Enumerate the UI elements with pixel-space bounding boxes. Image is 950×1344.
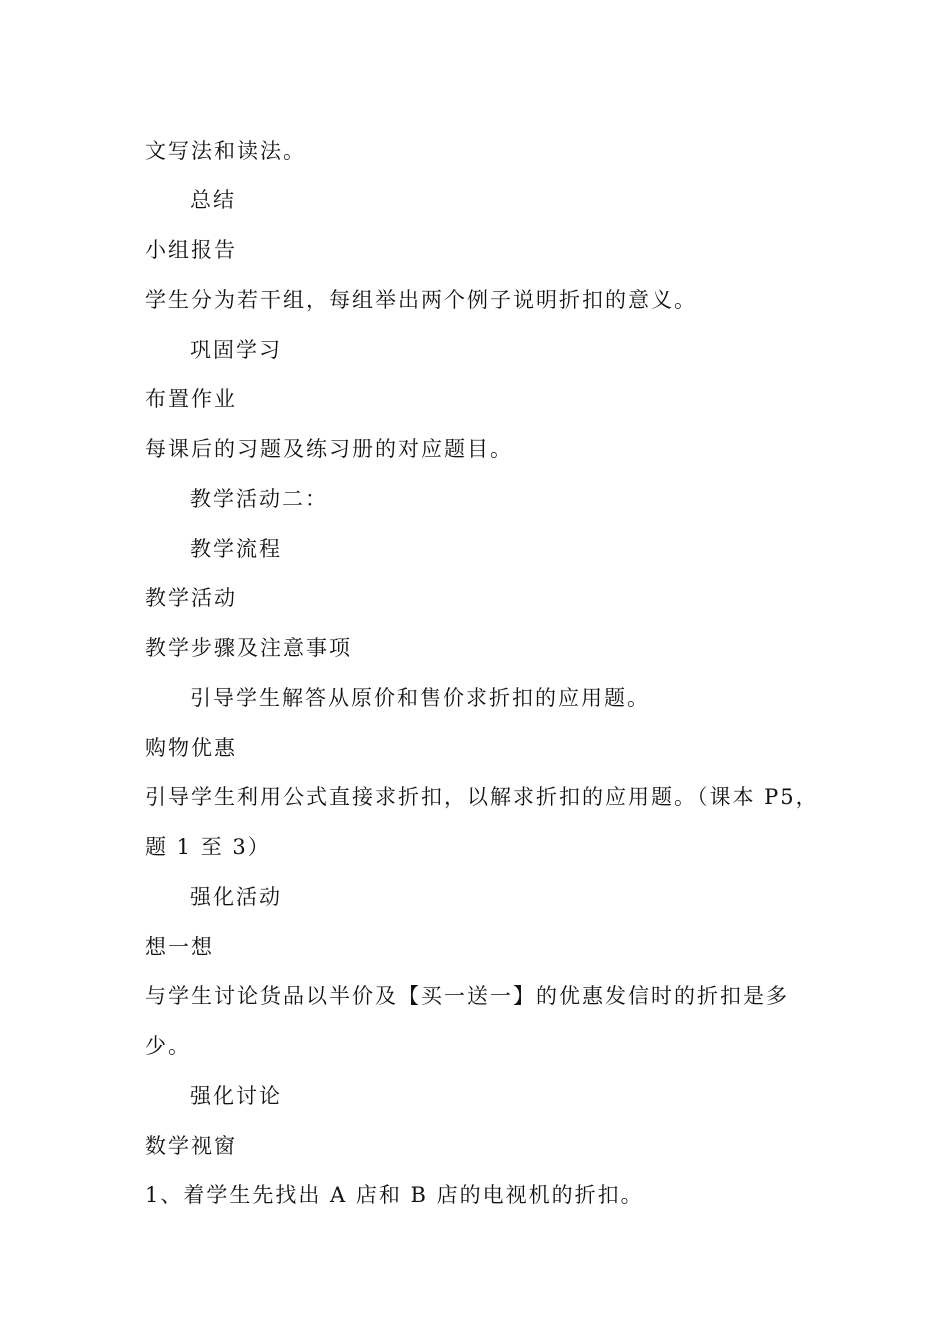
paragraph-discuss-line-1: 与学生讨论货品以半价及【买一送一】的优惠发信时的折扣是多 — [145, 984, 789, 1008]
paragraph-homework: 每课后的习题及练习册的对应题目。 — [145, 437, 513, 461]
text-line-continuation: 文写法和读法。 — [145, 139, 306, 163]
item-heading-group-report: 小组报告 — [145, 238, 237, 262]
column-heading-steps-notes: 教学步骤及注意事项 — [145, 636, 352, 660]
column-heading-teaching-activity: 教学活动 — [145, 586, 237, 610]
paragraph-tv-discount: 1、着学生先找出 A 店和 B 店的电视机的折扣。 — [145, 1183, 644, 1207]
item-heading-shopping-offer: 购物优惠 — [145, 736, 237, 760]
paragraph-guide-discount: 引导学生解答从原价和售价求折扣的应用题。 — [190, 686, 650, 710]
item-heading-think: 想一想 — [145, 935, 214, 959]
paragraph-formula-line-2: 题 1 至 3） — [145, 835, 271, 859]
paragraph-discuss-line-2: 少。 — [145, 1034, 191, 1058]
section-heading-reinforce-activity: 强化活动 — [190, 885, 282, 909]
paragraph-formula-line-1: 引导学生利用公式直接求折扣，以解求折扣的应用题。（课本 P5， — [145, 785, 819, 809]
paragraph-group-report: 学生分为若干组，每组举出两个例子说明折扣的意义。 — [145, 288, 697, 312]
section-heading-teaching-flow: 教学流程 — [190, 537, 282, 561]
section-heading-consolidate: 巩固学习 — [190, 338, 282, 362]
section-heading-reinforce-discussion: 强化讨论 — [190, 1084, 282, 1108]
section-heading-activity-two: 教学活动二： — [190, 487, 328, 511]
item-heading-math-window: 数学视窗 — [145, 1134, 237, 1158]
section-heading-summary: 总结 — [190, 188, 236, 212]
item-heading-homework: 布置作业 — [145, 387, 237, 411]
